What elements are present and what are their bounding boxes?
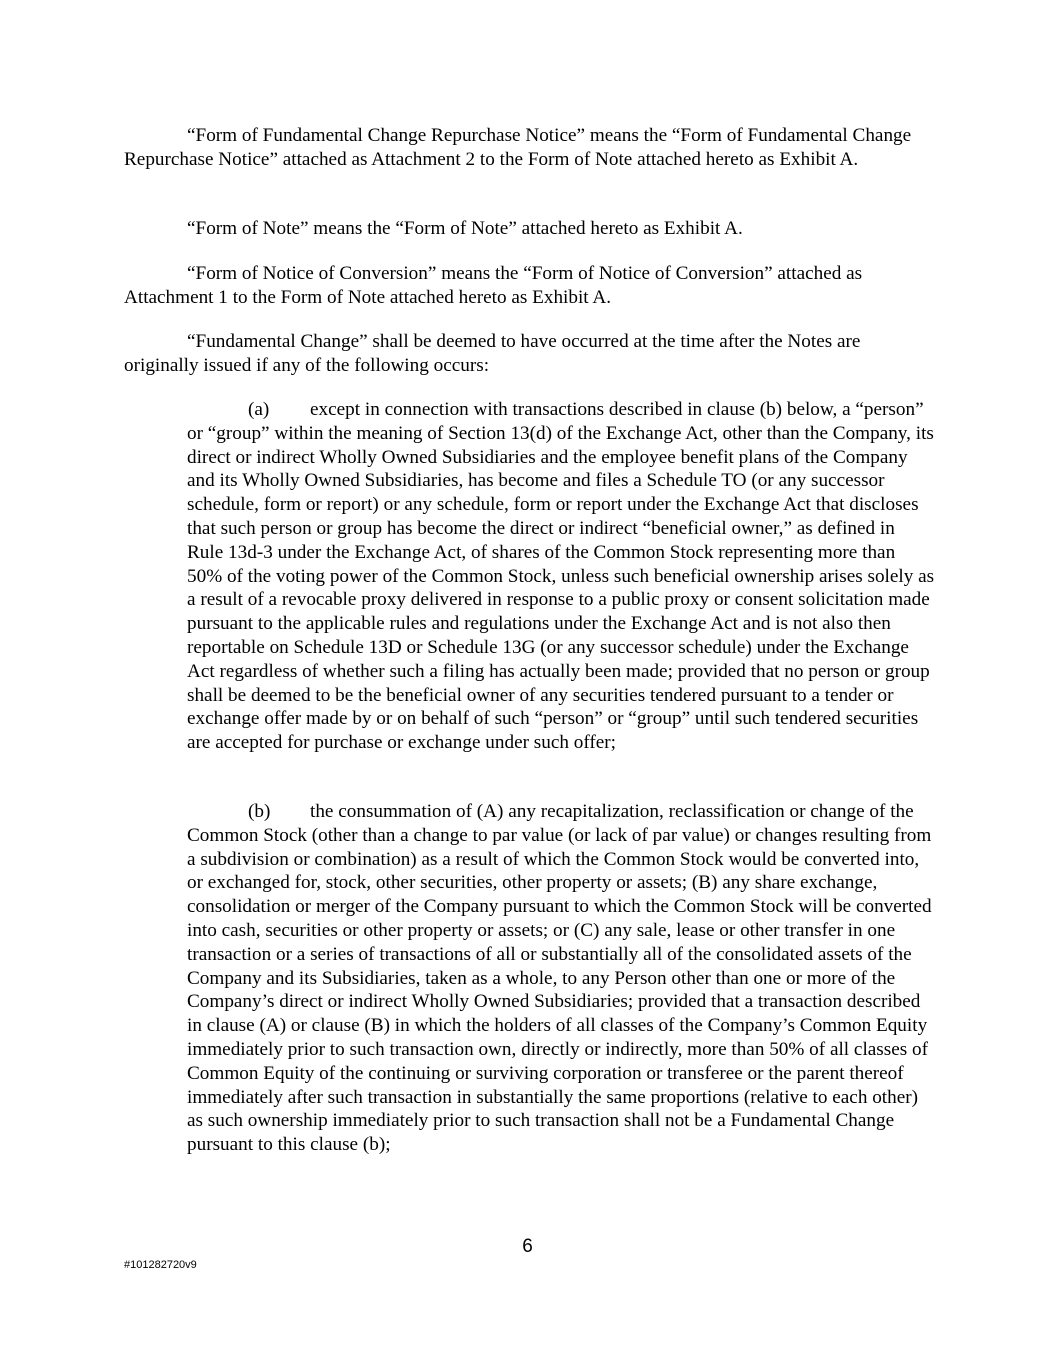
clause-text: except in connection with transactions described in clause (b) below, a “person” or “group” within the meaning of Section 13(d) of the Exchange Act, other than the Company, its direct or indirect Wholly Owned Subsidiaries and the employee benefit plans of the Company and its Wholly Owned Subsidiaries, has become and files a Schedule TO (or any successor schedule, form or report) or any schedule, form or report under the Exchange Act that discloses that such person or group has become the direct or indirect “beneficial owner,” as defined in Rule 13d-3 under the Exchange Act, of shares of the Common Stock representing more than 50% of the voting power of the Common Stock, unless such beneficial ownership arises solely as a result of a revocable proxy delivered in response to a public proxy or consent solicitation made pursuant to the applicable rules and regulations under the Exchange Act and is not also then reportable on Schedule 13D or Schedule 13G (or any successor schedule) under the Exchange Act regardless of whether such a filing has actually been made; provided that no person or group shall be deemed to be the beneficial owner of any securities tendered pursuant to a tender or exchange offer made by or on behalf of such “person” or “group” until such tendered securities are accepted for purchase or exchange under such offer; [187, 399, 935, 754]
defined-term: “Form of Fundamental Change Repurchase Notice” [187, 125, 586, 146]
defined-term: “Fundamental Change” [187, 331, 368, 352]
definition-form-of-note [124, 217, 930, 241]
definition-text: means the “Form of Fundamental Change Repurchase Notice” attached as Attachment 2 to the Form of Note attached hereto as Exhibit A. [124, 125, 912, 170]
clause-marker: (a) [248, 399, 270, 420]
definition-fundamental-change [124, 330, 930, 378]
clause-a [187, 398, 935, 755]
document-id: #101282720v9 [124, 1259, 197, 1271]
clause-b [187, 800, 935, 1157]
page-number: 6 [522, 1236, 533, 1257]
defined-term: “Form of Notice of Conversion” [187, 263, 437, 284]
defined-term: “Form of Note” [187, 218, 309, 239]
definition-text: shall be deemed to have occurred at the time after the Notes are originally issued if any of the following occurs: [124, 331, 861, 376]
clause-text: the consummation of (A) any recapitalization, reclassification or change of the Common Stock (other than a change to par value (or lack of par value) or changes resulting from a subdivision or combination) as a result of which the Common Stock would be converted into, or exchanged for, stock, other securities, other property or assets; (B) any share exchange, consolidation or merger of the Company pursuant to which the Common Stock will be converted into cash, securities or other property or assets; or (C) any sale, lease or other transfer in one transaction or a series of transactions of all or substantially all of the consolidated assets of the Company and its Subsidiaries, taken as a whole, to any Person other than one or more of the Company’s direct or indirect Wholly Owned Subsidiaries; provided that a transaction described in clause (A) or clause (B) in which the holders of all classes of the Company’s Common Equity immediately prior to such transaction own, directly or indirectly, more than 50% of all classes of Common Equity of the continuing or surviving corporation or transferee or the parent thereof immediately after such transaction in substantially the same proportions (relative to each other) as such ownership immediately prior to such transaction shall not be a Fundamental Change pursuant to this clause (b); [187, 801, 932, 1156]
definition-form-of-fundamental-change-repurchase-notice [124, 124, 930, 172]
definition-form-of-notice-of-conversion [124, 262, 930, 310]
clause-marker: (b) [248, 801, 271, 822]
definition-text: means the “Form of Notice of Conversion” attached as Attachment 1 to the Form of Note attached hereto as Exhibit A. [124, 263, 863, 308]
definition-text: means the “Form of Note” attached hereto as Exhibit A. [308, 218, 743, 239]
